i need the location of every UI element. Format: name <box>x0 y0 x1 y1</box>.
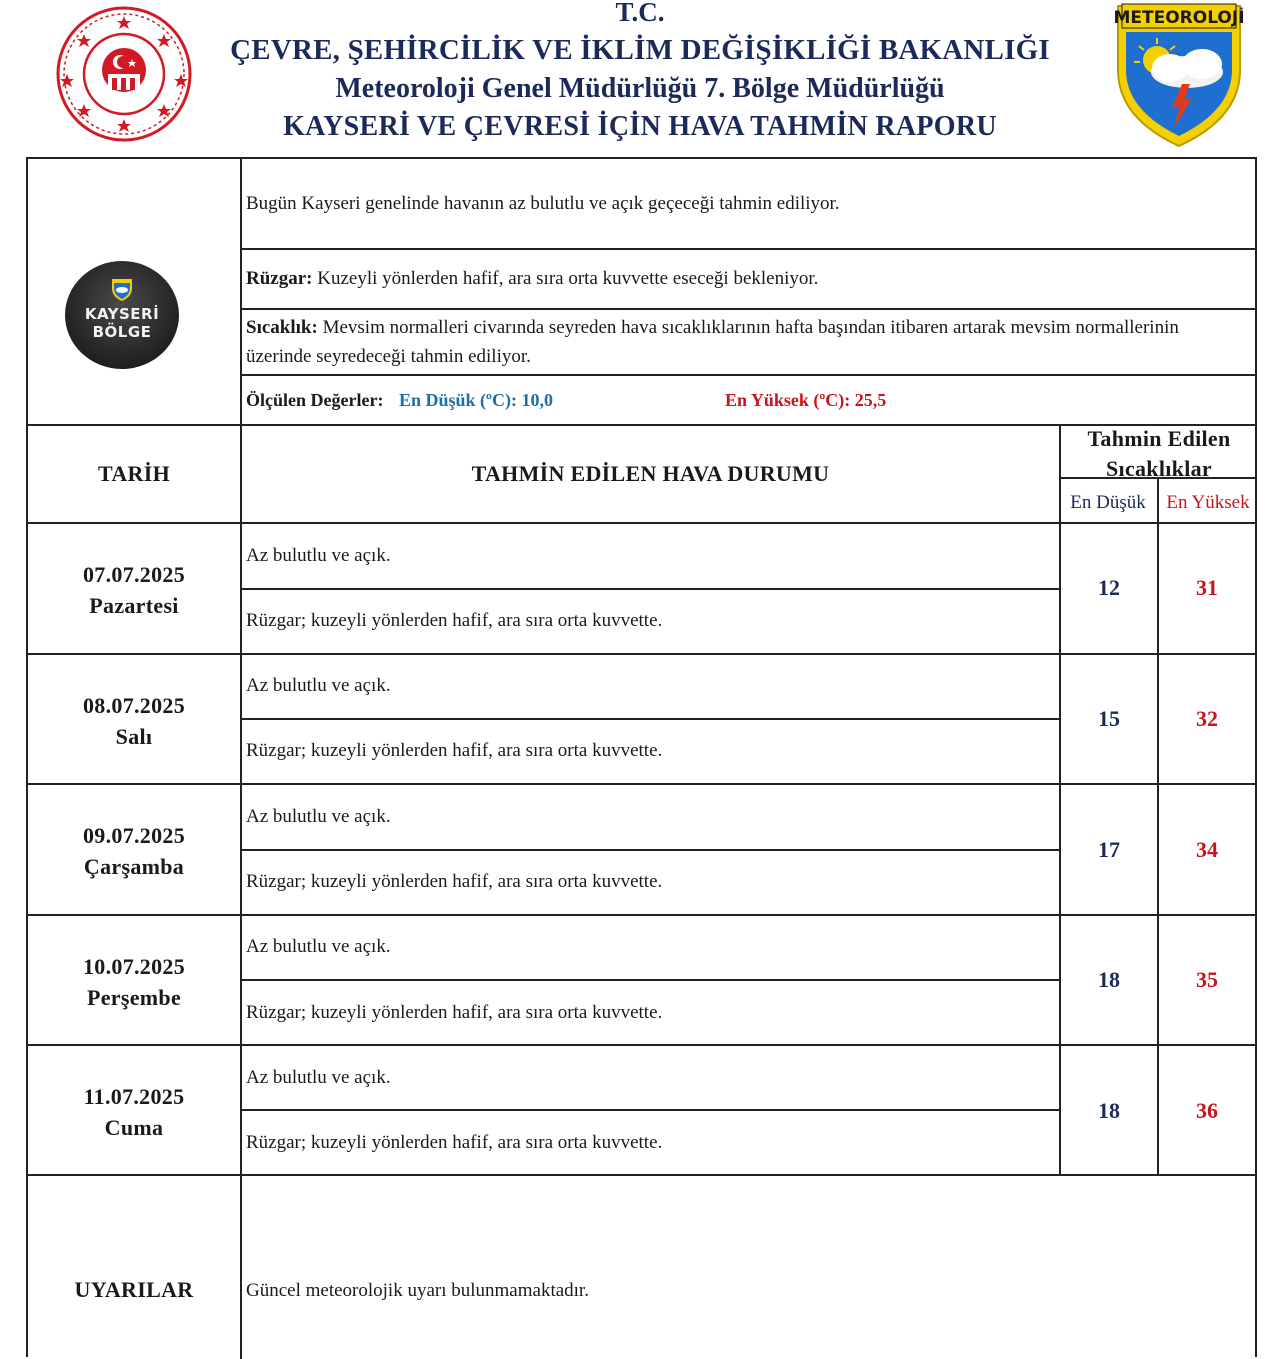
kayseri-bolge-badge <box>65 261 179 369</box>
day-name: Perşembe <box>86 985 182 1010</box>
report-title: KAYSERİ VE ÇEVRESİ İÇİN HAVA TAHMİN RAPORU <box>283 111 997 142</box>
day-wind: Rüzgar; kuzeyli yönlerden hafif, ara sıra orta kuvvette. <box>246 1002 663 1023</box>
day-max-temp: 35 <box>1196 967 1218 992</box>
day-wind: Rüzgar; kuzeyli yönlerden hafif, ara sıra orta kuvvette. <box>246 610 663 631</box>
day-date: 07.07.2025 <box>83 562 185 587</box>
meteoroloji-logo-text: METEOROLOJİ <box>1113 8 1245 28</box>
col-header-min: En Düşük <box>1070 492 1146 513</box>
day-name: Çarşamba <box>83 854 185 879</box>
day-max-temp: 32 <box>1196 706 1218 731</box>
col-header-date: TARİH <box>98 461 170 486</box>
day-max-temp: 31 <box>1196 575 1218 600</box>
day-date: 09.07.2025 <box>83 823 185 848</box>
day-name: Pazartesi <box>89 593 179 618</box>
day-weather: Az bulutlu ve açık. <box>246 936 391 957</box>
badge-line1: KAYSERİ <box>84 305 160 323</box>
day-date: 11.07.2025 <box>83 1084 185 1109</box>
col-header-max: En Yüksek <box>1166 492 1250 513</box>
temp-label: Sıcaklık: <box>246 317 318 338</box>
day-weather: Az bulutlu ve açık. <box>246 1067 391 1088</box>
day-wind: Rüzgar; kuzeyli yönlerden hafif, ara sıra orta kuvvette. <box>246 740 663 761</box>
measured-label: Ölçülen Değerler: <box>246 390 384 410</box>
day-max-temp: 34 <box>1196 837 1218 862</box>
day-min-temp: 18 <box>1098 1098 1120 1123</box>
col-header-forecast: TAHMİN EDİLEN HAVA DURUMU <box>471 461 830 486</box>
badge-line2: BÖLGE <box>92 323 152 341</box>
day-name: Cuma <box>104 1115 164 1140</box>
day-max-temp: 36 <box>1196 1098 1218 1123</box>
forecast-table <box>26 157 1257 1357</box>
day-min-temp: 12 <box>1098 575 1120 600</box>
wind-text: Kuzeyli yönlerden hafif, ara sıra orta kuvvette eseceği bekleniyor. <box>312 268 819 289</box>
report-header <box>0 0 1280 158</box>
day-date: 10.07.2025 <box>83 954 185 979</box>
measured-max: En Yüksek (ºC): 25,5 <box>725 390 887 410</box>
measured-min: En Düşük (ºC): 10,0 <box>399 390 553 410</box>
wind-label: Rüzgar: <box>246 268 313 289</box>
directorate-title: Meteoroloji Genel Müdürlüğü 7. Bölge Müdürlüğü <box>335 73 945 104</box>
header-tc: T.C. <box>615 0 665 27</box>
day-weather: Az bulutlu ve açık. <box>246 806 391 827</box>
summary-temperature <box>246 313 1246 371</box>
warnings-label: UYARILAR <box>74 1277 194 1302</box>
summary-general: Bugün Kayseri genelinde havanın az bulutlu ve açık geçeceği tahmin ediliyor. <box>246 193 840 214</box>
summary-wind <box>246 268 818 290</box>
day-min-temp: 15 <box>1098 706 1120 731</box>
day-min-temp: 17 <box>1098 837 1120 862</box>
temp-text: Mevsim normalleri civarında seyreden hava sıcaklıklarının hafta başından itibaren artarak mevsim normallerinin üzerinde seyredeceği tahmin ediliyor. <box>246 317 1179 367</box>
ministry-title: ÇEVRE, ŞEHİRCİLİK VE İKLİM DEĞİŞİKLİĞİ BAKANLIĞI <box>230 34 1050 66</box>
badge-emblem-icon <box>111 278 133 302</box>
day-weather: Az bulutlu ve açık. <box>246 675 391 696</box>
day-min-temp: 18 <box>1098 967 1120 992</box>
day-weather: Az bulutlu ve açık. <box>246 545 391 566</box>
day-name: Salı <box>115 724 153 749</box>
meteoroloji-logo <box>1112 0 1246 150</box>
warnings-text: Güncel meteorolojik uyarı bulunmamaktadır. <box>246 1280 589 1301</box>
col-header-temps: Tahmin Edilen Sıcaklıklar <box>1087 426 1231 481</box>
ministry-seal-logo <box>40 4 208 144</box>
day-wind: Rüzgar; kuzeyli yönlerden hafif, ara sıra orta kuvvette. <box>246 1132 663 1153</box>
day-wind: Rüzgar; kuzeyli yönlerden hafif, ara sıra orta kuvvette. <box>246 871 663 892</box>
day-date: 08.07.2025 <box>83 693 185 718</box>
